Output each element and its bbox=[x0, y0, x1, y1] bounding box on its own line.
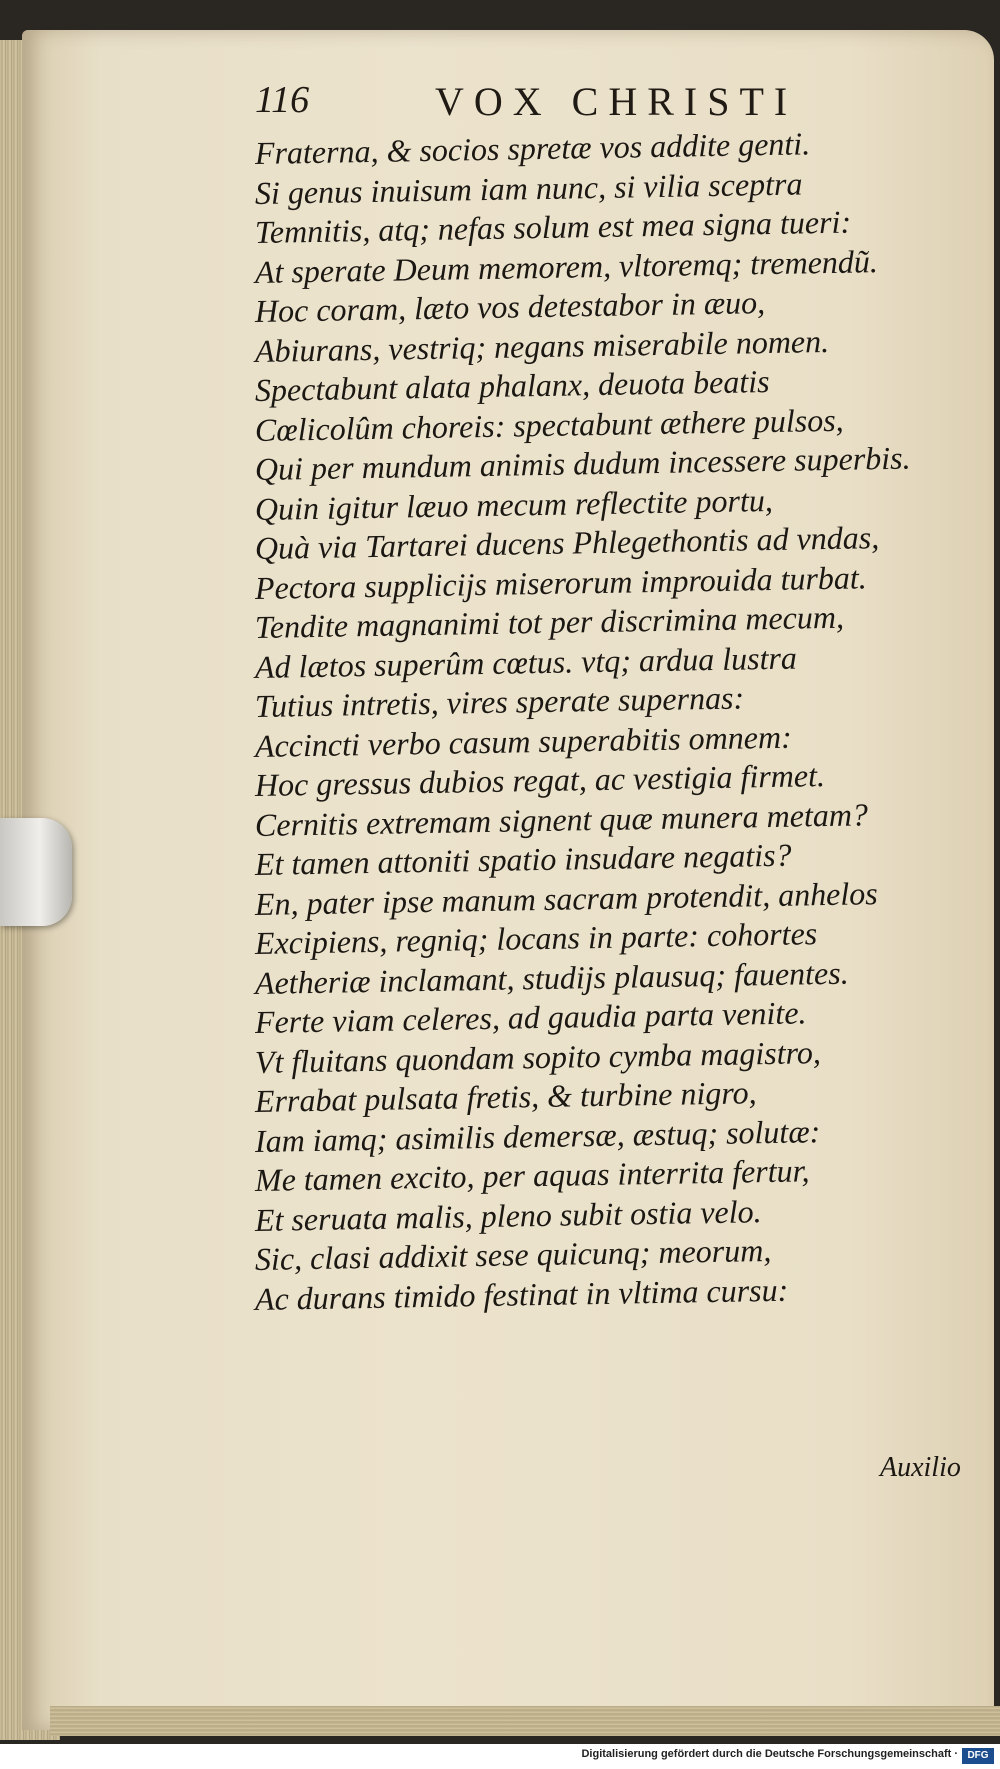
verse-line-6: Abiurans, vestriq; negans miserabile nomen. bbox=[254, 322, 830, 369]
verse-line-20: En, pater ipse manum sacram protendit, anhelos bbox=[254, 874, 878, 922]
page-number: 116 bbox=[255, 79, 310, 121]
running-title: VOX CHRISTI bbox=[435, 79, 798, 124]
book-bottom-edges bbox=[50, 1706, 1000, 1736]
verse-line-14: Ad lætos superûm cœtus. vtq; ardua lustra bbox=[254, 639, 798, 685]
verse-text bbox=[254, 125, 955, 1319]
verse-line-2: Si genus inuisum iam nunc, si vilia sceptra bbox=[254, 164, 803, 211]
verse-line-21: Excipiens, regniq; locans in parte: cohortes bbox=[254, 915, 818, 961]
verse-line-3: Temnitis, atq; nefas solum est mea signa tueri: bbox=[254, 203, 852, 250]
verse-line-11: Quà via Tartarei ducens Phlegethontis ad vndas, bbox=[254, 519, 880, 566]
verse-line-8: Cœlicolûm choreis: spectabunt æthere pulsos, bbox=[254, 401, 844, 448]
verse-line-10: Quin igitur læuo mecum reflectite portu, bbox=[254, 481, 774, 527]
verse-line-9: Qui per mundum animis dudum incessere superbis. bbox=[254, 439, 911, 487]
verse-line-12: Pectora supplicijs miserorum improuida turbat. bbox=[254, 558, 868, 606]
verse-line-30: Ac durans timido festinat in vltima cursu: bbox=[254, 1271, 789, 1317]
dfg-credit: Digitalisierung gefördert durch die Deutsche Forschungsgemeinschaft · bbox=[581, 1748, 958, 1760]
verse-line-17: Hoc gressus dubios regat, ac vestigia firmet. bbox=[254, 757, 826, 803]
verse-line-4: At sperate Deum memorem, vltoremq; tremendũ. bbox=[254, 242, 879, 290]
verse-line-16: Accincti verbo casum superabitis omnem: bbox=[254, 718, 792, 764]
verse-line-19: Et tamen attoniti spatio insudare negatis? bbox=[254, 836, 792, 882]
verse-line-18: Cernitis extremam signent quæ munera metam? bbox=[254, 795, 869, 843]
verse-line-24: Vt fluitans quondam sopito cymba magistro, bbox=[254, 1033, 822, 1080]
dfg-logo-icon: DFG bbox=[962, 1748, 994, 1764]
page-header bbox=[255, 78, 895, 130]
verse-line-25: Errabat pulsata fretis, & turbine nigro, bbox=[254, 1074, 757, 1119]
digitization-footer bbox=[0, 1744, 1000, 1769]
page-clip bbox=[0, 818, 72, 926]
verse-line-5: Hoc coram, læto vos detestabor in æuo, bbox=[254, 284, 766, 329]
verse-line-28: Et seruata malis, pleno subit ostia velo. bbox=[254, 1192, 762, 1238]
verse-line-29: Sic, clasi addixit sese quicunq; meorum, bbox=[254, 1231, 772, 1277]
verse-line-22: Aetheriæ inclamant, studijs plausuq; fauentes. bbox=[254, 954, 849, 1001]
verse-line-26: Iam iamq; asimilis demersæ, æstuq; solutæ: bbox=[254, 1112, 821, 1159]
verse-line-7: Spectabunt alata phalanx, deuota beatis bbox=[254, 363, 770, 408]
verse-line-27: Me tamen excito, per aquas interrita fertur, bbox=[254, 1152, 810, 1198]
verse-line-1: Fraterna, & socios spretæ vos addite genti. bbox=[254, 125, 811, 171]
verse-line-23: Ferte viam celeres, ad gaudia parta venite. bbox=[254, 994, 807, 1040]
catchword: Auxilio bbox=[880, 1452, 961, 1483]
verse-line-13: Tendite magnanimi tot per discrimina mecum, bbox=[254, 598, 845, 645]
verse-line-15: Tutius intretis, vires sperate supernas: bbox=[254, 679, 745, 724]
